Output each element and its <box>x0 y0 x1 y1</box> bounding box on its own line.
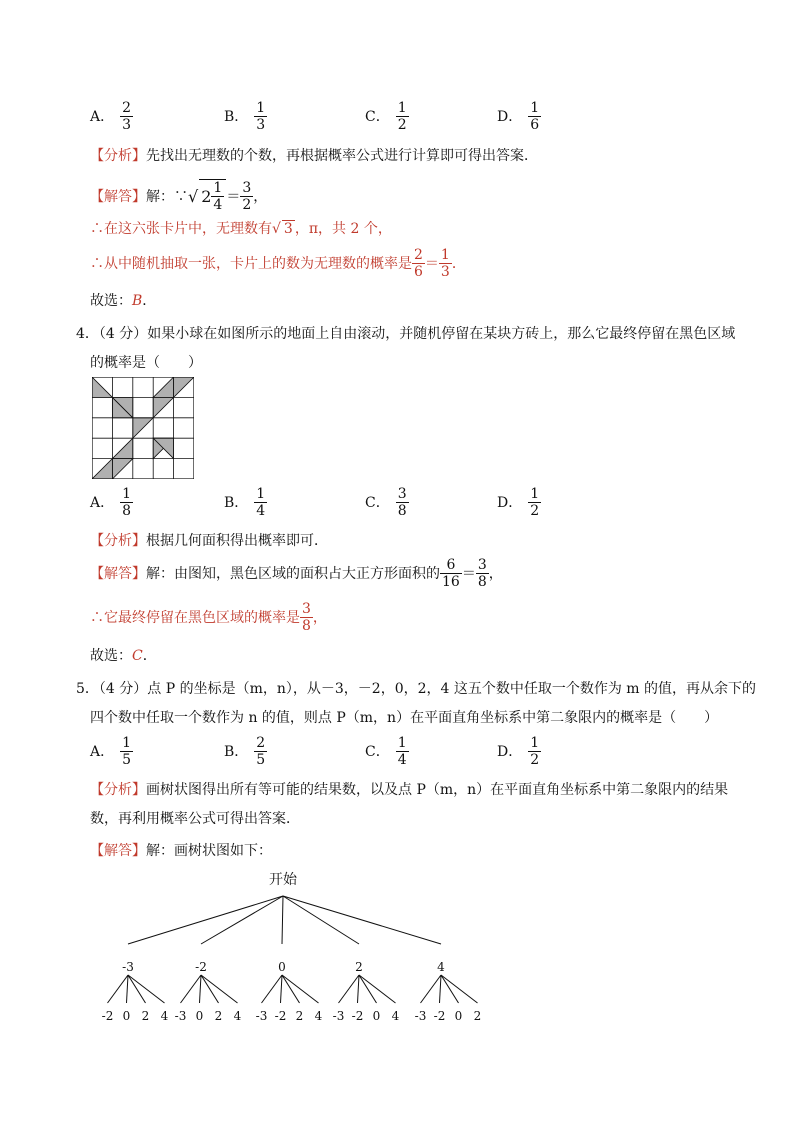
tree-branch-level2 <box>200 975 202 1003</box>
q4-option-b[interactable]: B． $\frac{1}{4}$ <box>224 485 266 519</box>
q5-option-a[interactable]: A． $\frac{1}{5}$ <box>90 734 132 768</box>
tree-branch-level2 <box>359 975 396 1003</box>
tree-branch-level2 <box>339 975 360 1003</box>
tree-branch-level2 <box>281 975 283 1003</box>
q3-option-b[interactable]: B． $\frac{1}{3}$ <box>224 99 266 133</box>
tree-node-level2: 0 <box>122 1009 131 1023</box>
tree-branch-level1 <box>282 896 283 944</box>
tree-node-level2: -3 <box>174 1009 187 1023</box>
q3-answer-line2: ∴在这六张卡片中，无理数有√ 3 ，π，共 2 个， <box>90 221 392 237</box>
tree-branch-level1 <box>128 896 283 944</box>
q3-analysis: 【分析】先找出无理数的个数，再根据概率公式进行计算即可得出答案． <box>90 148 538 164</box>
tree-node-level2: -2 <box>351 1009 364 1023</box>
q5-option-b[interactable]: B． $\frac{2}{5}$ <box>224 734 266 768</box>
q3-option-a[interactable]: A． $\frac{2}{3}$ <box>90 99 132 133</box>
q4-stem-line1: 4．（4 分）如果小球在如图所示的地面上自由滚动，并随机停留在某块方砖上，那么它最终停留在黑色区域 <box>76 326 736 342</box>
q4-answer-line1: 【解答】 解：由图知，黑色区域的面积占大正方形面积的 $\frac{6}{16}$ ＝ $\frac{3}{8}$ ， <box>90 556 503 590</box>
q4-stem-line2: 的概率是（ ） <box>90 355 202 371</box>
tree-branch-level2 <box>201 975 219 1003</box>
tree-branch-level2 <box>282 975 300 1003</box>
q4-answer-line2: ∴它最终停留在黑色区域的概率是 $\frac{3}{8}$ ， <box>90 600 327 634</box>
tree-node-level1: 4 <box>437 960 445 974</box>
q4-option-a[interactable]: A． $\frac{1}{8}$ <box>90 485 132 519</box>
tree-branch-level2 <box>108 975 129 1003</box>
tree-branch-level2 <box>128 975 165 1003</box>
tree-node-level2: 4 <box>233 1009 242 1023</box>
tree-node-level2: -3 <box>255 1009 268 1023</box>
probability-tree-diagram <box>86 868 506 1028</box>
tree-branch-level2 <box>181 975 202 1003</box>
tree-branch-level1 <box>283 896 441 944</box>
tree-node-level2: 2 <box>295 1009 304 1023</box>
tree-node-level2: 0 <box>372 1009 381 1023</box>
q5-option-d[interactable]: D． $\frac{1}{2}$ <box>497 734 540 768</box>
q4-option-d[interactable]: D． $\frac{1}{2}$ <box>497 485 540 519</box>
tree-node-level2: 4 <box>314 1009 323 1023</box>
tree-branch-level1 <box>201 896 283 944</box>
tree-node-level1: 0 <box>278 960 286 974</box>
q4-choice: 故选：C． <box>90 648 157 664</box>
q4-option-c[interactable]: C． $\frac{3}{8}$ <box>365 485 407 519</box>
q5-analysis-line1: 【分析】画树状图得出所有等可能的结果数，以及点 P（m，n）在平面直角坐标系中第二象限内的结果 <box>90 782 729 798</box>
tree-node-level1: 2 <box>355 960 363 974</box>
tree-node-level2: 0 <box>195 1009 204 1023</box>
tree-node-level2: 4 <box>391 1009 400 1023</box>
tree-node-level2: 2 <box>141 1009 150 1023</box>
tree-node-level2: -3 <box>414 1009 427 1023</box>
tree-node-level2: -2 <box>433 1009 446 1023</box>
tree-node-level2: 0 <box>454 1009 463 1023</box>
q5-analysis-line2: 数，再利用概率公式可得出答案． <box>90 811 300 827</box>
tree-node-level2: 2 <box>473 1009 482 1023</box>
q3-answer-line1: 【解答】 解：∵ √ 2 $\frac{1}{4}$ ＝ $\frac{3}{2}$ ， <box>90 179 268 213</box>
tree-node-level1: -3 <box>122 960 134 974</box>
tree-node-level2: -2 <box>274 1009 287 1023</box>
tree-root-label: 开始 <box>269 872 297 888</box>
tree-node-level2: 4 <box>160 1009 169 1023</box>
tree-branch-level2 <box>441 975 478 1003</box>
tree-branch-level2 <box>358 975 360 1003</box>
tile-grid-figure <box>92 377 194 479</box>
q5-stem-line1: 5．（4 分）点 P 的坐标是（m，n），从－3，－2，0，2，4 这五个数中任取一个数作为 m 的值，再从余下的 <box>76 681 757 697</box>
tree-node-level2: -2 <box>101 1009 114 1023</box>
tree-branch-level2 <box>128 975 146 1003</box>
q4-analysis: 【分析】根据几何面积得出概率即可． <box>90 533 328 549</box>
tree-branch-level2 <box>282 975 319 1003</box>
q3-option-c[interactable]: C． $\frac{1}{2}$ <box>365 99 407 133</box>
q3-choice: 故选：B． <box>90 293 157 309</box>
tree-branch-level2 <box>201 975 238 1003</box>
tree-branch-level2 <box>359 975 377 1003</box>
q5-option-c[interactable]: C． $\frac{1}{4}$ <box>365 734 407 768</box>
tree-branch-level2 <box>421 975 442 1003</box>
tree-node-level2: -3 <box>332 1009 345 1023</box>
q5-stem-line2: 四个数中任取一个数作为 n 的值，则点 P（m，n）在平面直角坐标系中第二象限内的概率是（ ） <box>90 710 719 726</box>
tree-branch-level2 <box>127 975 129 1003</box>
shaded-triangles <box>92 377 194 479</box>
tree-branch-level2 <box>441 975 459 1003</box>
tree-branch-level2 <box>440 975 442 1003</box>
tree-node-level2: 2 <box>214 1009 223 1023</box>
q3-option-d[interactable]: D． $\frac{1}{6}$ <box>497 99 540 133</box>
q5-answer: 【解答】解：画树状图如下： <box>90 843 272 859</box>
tree-branch-level2 <box>262 975 283 1003</box>
tree-node-level1: -2 <box>195 960 207 974</box>
q3-answer-line3: ∴从中随机抽取一张，卡片上的数为无理数的概率是 $\frac{2}{6}$ ＝ $\frac{1}{3}$ ． <box>90 246 466 280</box>
tree-branch-level1 <box>283 896 359 944</box>
